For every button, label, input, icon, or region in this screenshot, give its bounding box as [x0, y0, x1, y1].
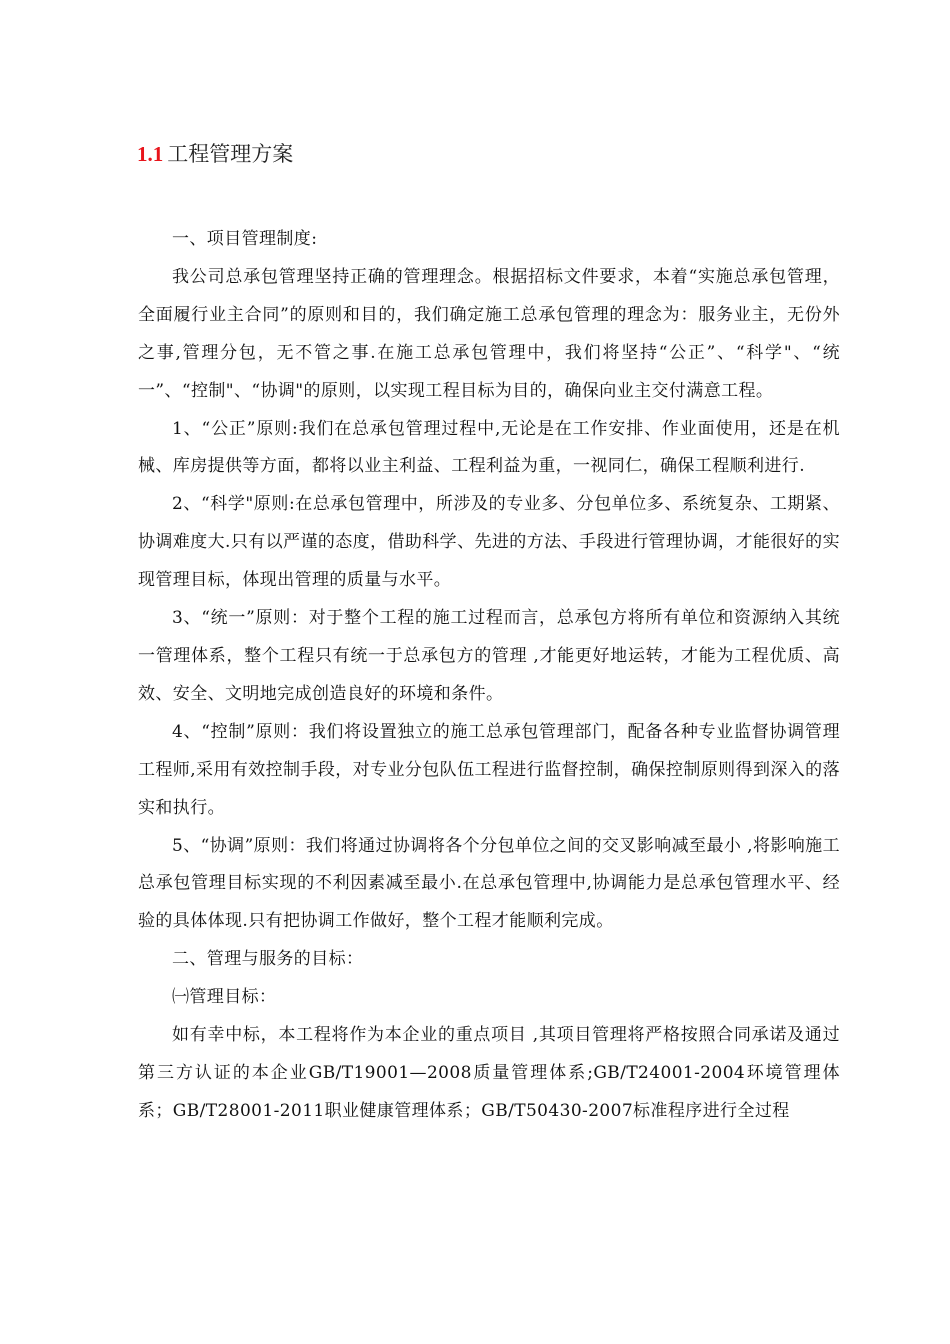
paragraph-principle-control: 4、“控制”原则：我们将设置独立的施工总承包管理部门，配备各种专业监督协调管理工程师,采用有效控制手段，对专业分包队伍工程进行监督控制，确保控制原则得到深入的落实和执行。: [138, 721, 840, 818]
section-number: 1.1: [137, 142, 164, 166]
subheading-management-goals: ㈠管理目标：: [172, 987, 277, 1008]
subheading-management-system: 一、项目管理制度:: [172, 229, 318, 249]
subheading-goals: 二、管理与服务的目标：: [172, 949, 364, 970]
paragraph-key-project: 如有幸中标，本工程将作为本企业的重点项目 ,其项目管理将严格按照合同承诺及通过第三方认证的本企业GB/T19001—2008质量管理体系;GB/T24001-2004环境管理体系；GB/T28001-2011职业健康管理体系；GB/T50430-2007标准程序进行全过程: [138, 1025, 840, 1121]
section-title: 工程管理方案: [167, 142, 294, 166]
paragraph-principle-fairness: 1、“公正”原则:我们在总承包管理过程中,无论是在工作安排、作业面使用，还是在机械、库房提供等方面，都将以业主利益、工程利益为重，一视同仁，确保工程顺利进行.: [138, 418, 840, 477]
paragraph-management-philosophy: 我公司总承包管理坚持正确的管理理念。根据招标文件要求，本着“实施总承包管理，全面履行业主合同”的原则和目的，我们确定施工总承包管理的理念为：服务业主，无份外之事,管理分包，无不管之事.在施工总承包管理中，我们将坚持“公正”、“科学"、“统一”、“控制"、“协调"的原则，以实现工程目标为目的，确保向业主交付满意工程。: [138, 266, 840, 401]
section-heading: [137, 136, 293, 172]
paragraph-principle-coordination: 5、“协调”原则：我们将通过协调将各个分包单位之间的交叉影响减至最小 ,将影响施工总承包管理目标实现的不利因素减至最小.在总承包管理中,协调能力是总承包管理水平、经验的具体体现.只有把协调工作做好，整个工程才能顺利完成。: [138, 835, 840, 932]
paragraph-principle-science: 2、“科学"原则:在总承包管理中，所涉及的专业多、分包单位多、系统复杂、工期紧、协调难度大.只有以严谨的态度，借助科学、先进的方法、手段进行管理协调，才能很好的实现管理目标，体现出管理的质量与水平。: [138, 494, 840, 591]
body-text: [138, 221, 840, 1131]
paragraph-principle-unity: 3、“统一”原则：对于整个工程的施工过程而言，总承包方将所有单位和资源纳入其统一管理体系，整个工程只有统一于总承包方的管理 ,才能更好地运转，才能为工程优质、高效、安全、文明地完成创造良好的环境和条件。: [138, 608, 840, 704]
